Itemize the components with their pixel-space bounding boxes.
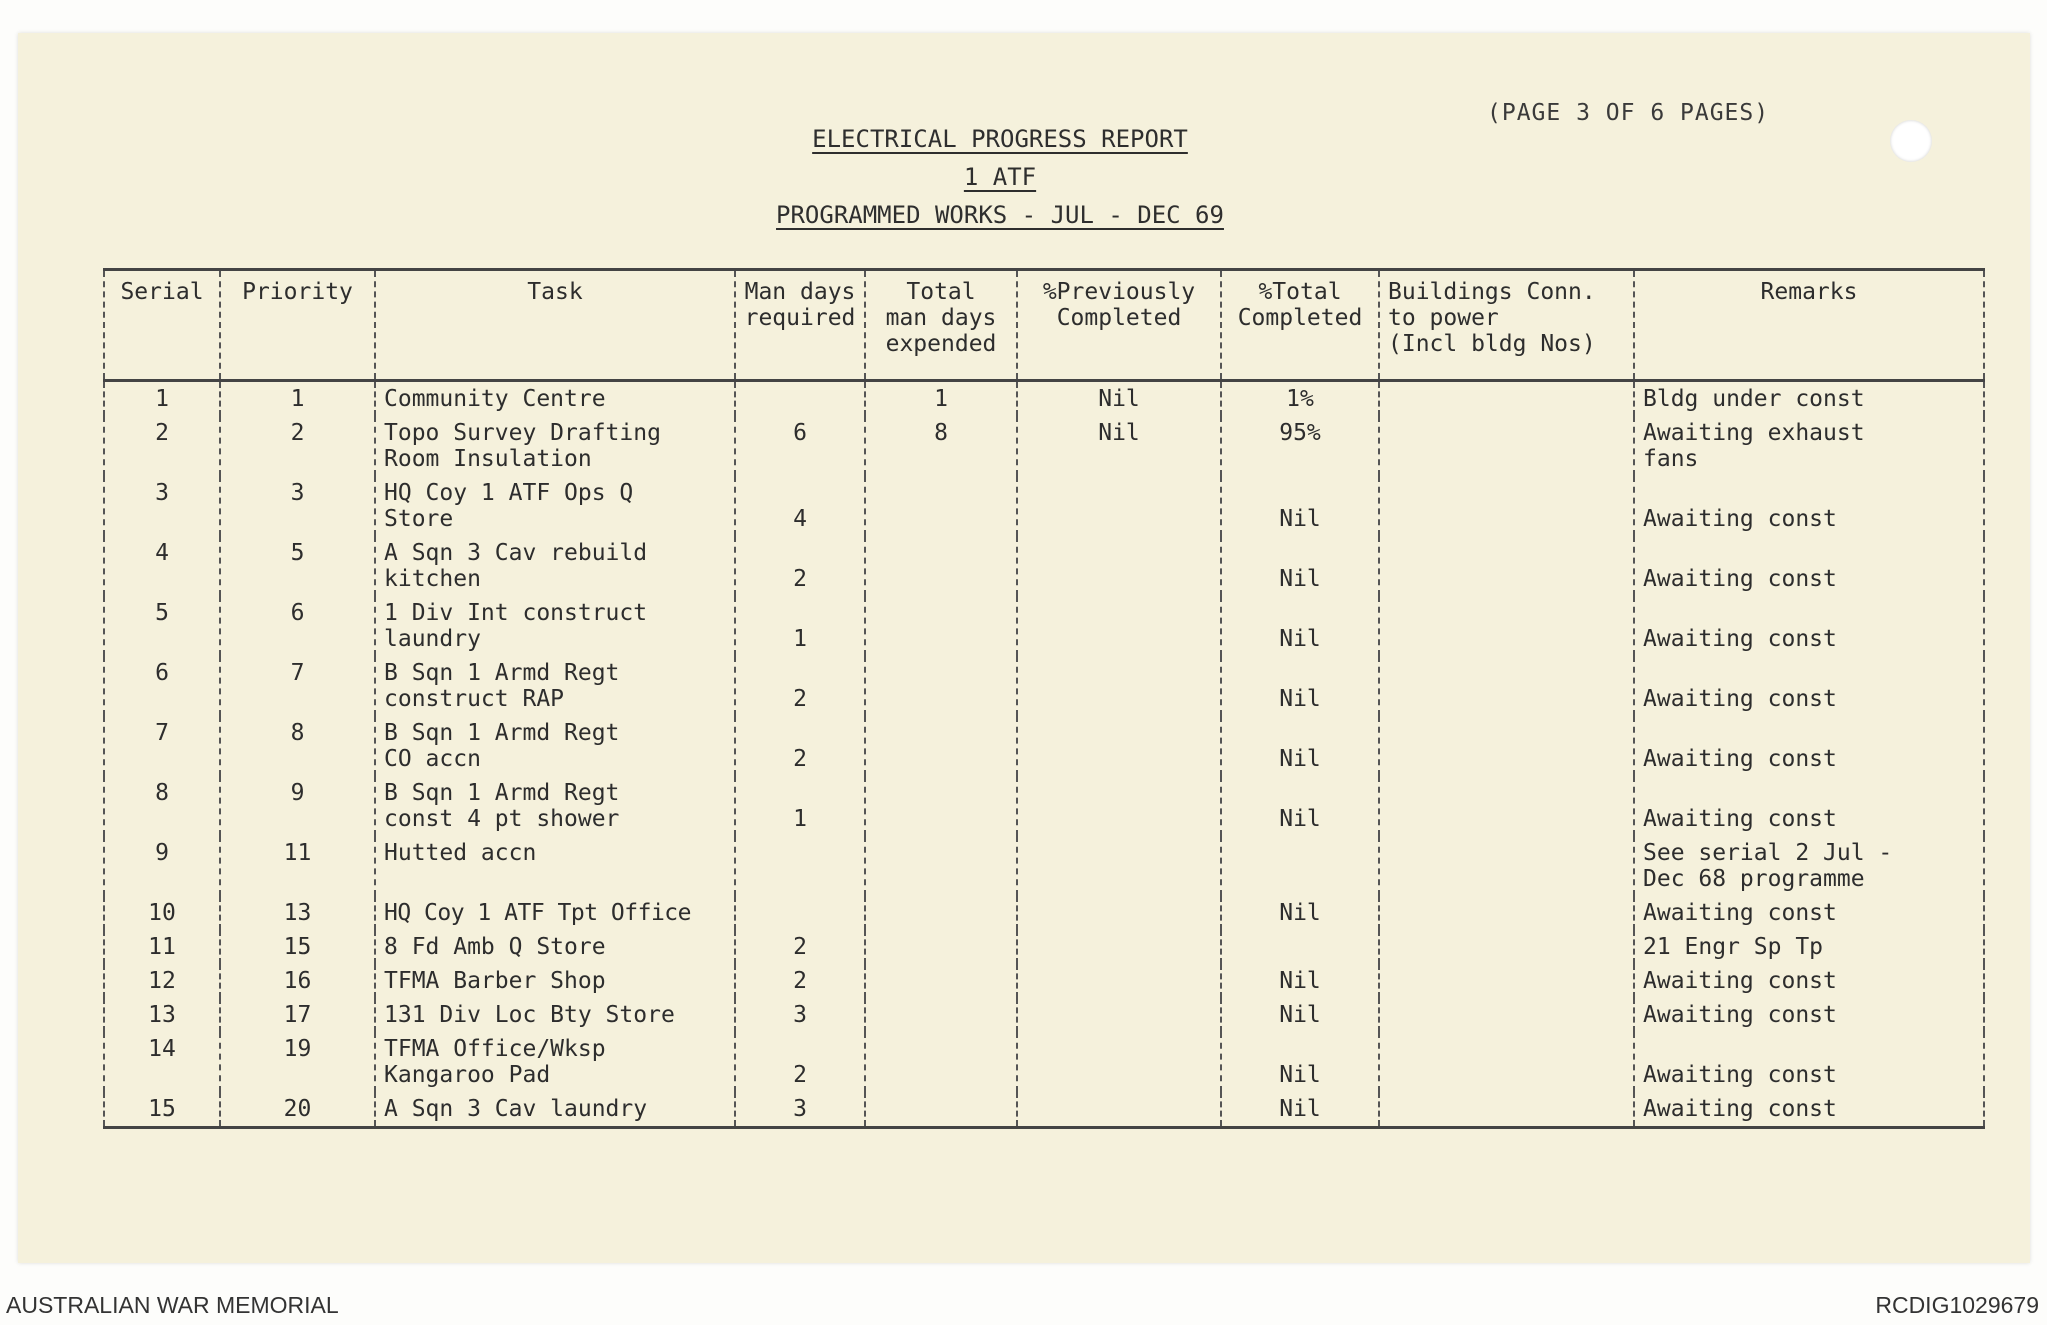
cell-man-days: 2 (735, 930, 865, 964)
table-row (104, 964, 1984, 998)
cell-total: Nil (1221, 964, 1379, 998)
cell-prev (1017, 836, 1221, 896)
cell-task: TFMA Barber Shop (375, 964, 735, 998)
cell-prev: Nil (1017, 416, 1221, 476)
cell-serial: 4 (104, 536, 220, 596)
cell-remarks: 21 Engr Sp Tp (1634, 930, 1984, 964)
cell-buildings (1379, 964, 1634, 998)
cell-total: Nil (1221, 656, 1379, 716)
progress-table (103, 268, 1985, 1129)
cell-total: Nil (1221, 1092, 1379, 1128)
cell-total (1221, 930, 1379, 964)
table-row (104, 476, 1984, 536)
cell-serial: 11 (104, 930, 220, 964)
cell-total: Nil (1221, 716, 1379, 776)
cell-man-days: 3 (735, 998, 865, 1032)
cell-man-days: 2 (735, 716, 865, 776)
cell-remarks: Awaiting const (1634, 896, 1984, 930)
cell-expended (865, 596, 1017, 656)
cell-priority: 13 (220, 896, 375, 930)
table-row (104, 596, 1984, 656)
cell-expended (865, 896, 1017, 930)
cell-total: Nil (1221, 896, 1379, 930)
cell-expended (865, 964, 1017, 998)
cell-buildings (1379, 1032, 1634, 1092)
cell-expended (865, 1092, 1017, 1128)
cell-prev (1017, 716, 1221, 776)
cell-serial: 14 (104, 1032, 220, 1092)
archive-name: AUSTRALIAN WAR MEMORIAL (6, 1292, 339, 1318)
cell-expended (865, 1032, 1017, 1092)
report-subtitle: PROGRAMMED WORKS - JUL - DEC 69 (776, 201, 1224, 229)
cell-serial: 5 (104, 596, 220, 656)
cell-task: B Sqn 1 Armd Regt construct RAP (375, 656, 735, 716)
cell-buildings (1379, 836, 1634, 896)
cell-man-days: 4 (735, 476, 865, 536)
report-unit: 1 ATF (963, 163, 1037, 191)
cell-task: A Sqn 3 Cav rebuild kitchen (375, 536, 735, 596)
cell-remarks: Awaiting exhaust fans (1634, 416, 1984, 476)
cell-man-days: 2 (735, 536, 865, 596)
cell-task: TFMA Office/Wksp Kangaroo Pad (375, 1032, 735, 1092)
table-row (104, 1032, 1984, 1092)
cell-priority: 6 (220, 596, 375, 656)
cell-remarks: Awaiting const (1634, 1032, 1984, 1092)
table-row (104, 930, 1984, 964)
cell-total: 95% (1221, 416, 1379, 476)
cell-serial: 7 (104, 716, 220, 776)
cell-serial: 13 (104, 998, 220, 1032)
cell-priority: 17 (220, 998, 375, 1032)
cell-priority: 7 (220, 656, 375, 716)
cell-expended: 1 (865, 381, 1017, 417)
cell-priority: 2 (220, 416, 375, 476)
archive-id: RCDIG1029679 (1875, 1292, 2039, 1318)
cell-remarks: Awaiting const (1634, 776, 1984, 836)
cell-total: Nil (1221, 476, 1379, 536)
header-total-completed: %Total Completed (1221, 270, 1379, 381)
table-row (104, 998, 1984, 1032)
cell-serial: 6 (104, 656, 220, 716)
cell-man-days (735, 896, 865, 930)
cell-buildings (1379, 930, 1634, 964)
cell-remarks: Bldg under const (1634, 381, 1984, 417)
cell-buildings (1379, 1092, 1634, 1128)
cell-prev (1017, 1032, 1221, 1092)
cell-priority: 5 (220, 536, 375, 596)
header-prev-completed: %Previously Completed (1017, 270, 1221, 381)
punch-hole (1890, 120, 1932, 162)
cell-total: 1% (1221, 381, 1379, 417)
cell-remarks: Awaiting const (1634, 964, 1984, 998)
cell-buildings (1379, 776, 1634, 836)
cell-buildings (1379, 536, 1634, 596)
cell-buildings (1379, 896, 1634, 930)
cell-serial: 9 (104, 836, 220, 896)
cell-serial: 15 (104, 1092, 220, 1128)
cell-prev (1017, 1092, 1221, 1128)
cell-task: Hutted accn (375, 836, 735, 896)
cell-expended (865, 776, 1017, 836)
cell-priority: 11 (220, 836, 375, 896)
cell-task: 8 Fd Amb Q Store (375, 930, 735, 964)
cell-expended (865, 476, 1017, 536)
header-task: Task (375, 270, 735, 381)
cell-prev (1017, 896, 1221, 930)
cell-serial: 12 (104, 964, 220, 998)
cell-priority: 19 (220, 1032, 375, 1092)
table-header-row (104, 270, 1984, 381)
cell-prev (1017, 536, 1221, 596)
cell-total: Nil (1221, 776, 1379, 836)
cell-serial: 2 (104, 416, 220, 476)
cell-remarks: See serial 2 Jul - Dec 68 programme (1634, 836, 1984, 896)
cell-serial: 10 (104, 896, 220, 930)
cell-priority: 9 (220, 776, 375, 836)
cell-serial: 3 (104, 476, 220, 536)
header-priority: Priority (220, 270, 375, 381)
cell-man-days: 2 (735, 656, 865, 716)
cell-buildings (1379, 381, 1634, 417)
cell-total: Nil (1221, 998, 1379, 1032)
cell-expended (865, 716, 1017, 776)
cell-prev: Nil (1017, 381, 1221, 417)
table-row (104, 656, 1984, 716)
cell-task: Community Centre (375, 381, 735, 417)
cell-remarks: Awaiting const (1634, 596, 1984, 656)
cell-total: Nil (1221, 536, 1379, 596)
cell-task: 131 Div Loc Bty Store (375, 998, 735, 1032)
cell-expended (865, 998, 1017, 1032)
cell-total: Nil (1221, 1032, 1379, 1092)
cell-total (1221, 836, 1379, 896)
cell-remarks: Awaiting const (1634, 998, 1984, 1032)
table-row (104, 716, 1984, 776)
cell-man-days (735, 381, 865, 417)
header-expended: Total man days expended (865, 270, 1017, 381)
cell-man-days: 2 (735, 1032, 865, 1092)
cell-man-days: 1 (735, 596, 865, 656)
cell-remarks: Awaiting const (1634, 476, 1984, 536)
cell-buildings (1379, 656, 1634, 716)
cell-remarks: Awaiting const (1634, 656, 1984, 716)
cell-serial: 1 (104, 381, 220, 417)
table-row (104, 776, 1984, 836)
cell-prev (1017, 656, 1221, 716)
cell-priority: 1 (220, 381, 375, 417)
cell-prev (1017, 930, 1221, 964)
cell-task: HQ Coy 1 ATF Tpt Office (375, 896, 735, 930)
cell-man-days: 6 (735, 416, 865, 476)
cell-task: HQ Coy 1 ATF Ops Q Store (375, 476, 735, 536)
cell-expended (865, 930, 1017, 964)
cell-buildings (1379, 416, 1634, 476)
cell-prev (1017, 476, 1221, 536)
cell-prev (1017, 964, 1221, 998)
cell-task: Topo Survey Drafting Room Insulation (375, 416, 735, 476)
cell-buildings (1379, 596, 1634, 656)
cell-expended (865, 836, 1017, 896)
cell-remarks: Awaiting const (1634, 716, 1984, 776)
table-row (104, 416, 1984, 476)
table-row (104, 536, 1984, 596)
cell-task: B Sqn 1 Armd Regt const 4 pt shower (375, 776, 735, 836)
header-serial: Serial (104, 270, 220, 381)
cell-total: Nil (1221, 596, 1379, 656)
cell-priority: 8 (220, 716, 375, 776)
cell-expended (865, 656, 1017, 716)
cell-buildings (1379, 476, 1634, 536)
cell-priority: 3 (220, 476, 375, 536)
header-buildings: Buildings Conn. to power (Incl bldg Nos) (1379, 270, 1634, 381)
cell-expended: 8 (865, 416, 1017, 476)
cell-buildings (1379, 716, 1634, 776)
report-title: ELECTRICAL PROGRESS REPORT (812, 125, 1188, 153)
cell-remarks: Awaiting const (1634, 1092, 1984, 1128)
cell-serial: 8 (104, 776, 220, 836)
cell-priority: 16 (220, 964, 375, 998)
table-row (104, 896, 1984, 930)
cell-prev (1017, 998, 1221, 1032)
cell-task: A Sqn 3 Cav laundry (375, 1092, 735, 1128)
cell-task: B Sqn 1 Armd Regt CO accn (375, 716, 735, 776)
cell-task: 1 Div Int construct laundry (375, 596, 735, 656)
cell-man-days: 2 (735, 964, 865, 998)
table-row (104, 381, 1984, 417)
header-remarks: Remarks (1634, 270, 1984, 381)
cell-prev (1017, 596, 1221, 656)
cell-remarks: Awaiting const (1634, 536, 1984, 596)
cell-prev (1017, 776, 1221, 836)
cell-man-days (735, 836, 865, 896)
cell-man-days: 1 (735, 776, 865, 836)
header-man-days: Man days required (735, 270, 865, 381)
table-row (104, 836, 1984, 896)
page-number: (PAGE 3 OF 6 PAGES) (1487, 100, 1770, 126)
cell-expended (865, 536, 1017, 596)
cell-man-days: 3 (735, 1092, 865, 1128)
cell-priority: 15 (220, 930, 375, 964)
table-row (104, 1092, 1984, 1128)
cell-priority: 20 (220, 1092, 375, 1128)
cell-buildings (1379, 998, 1634, 1032)
